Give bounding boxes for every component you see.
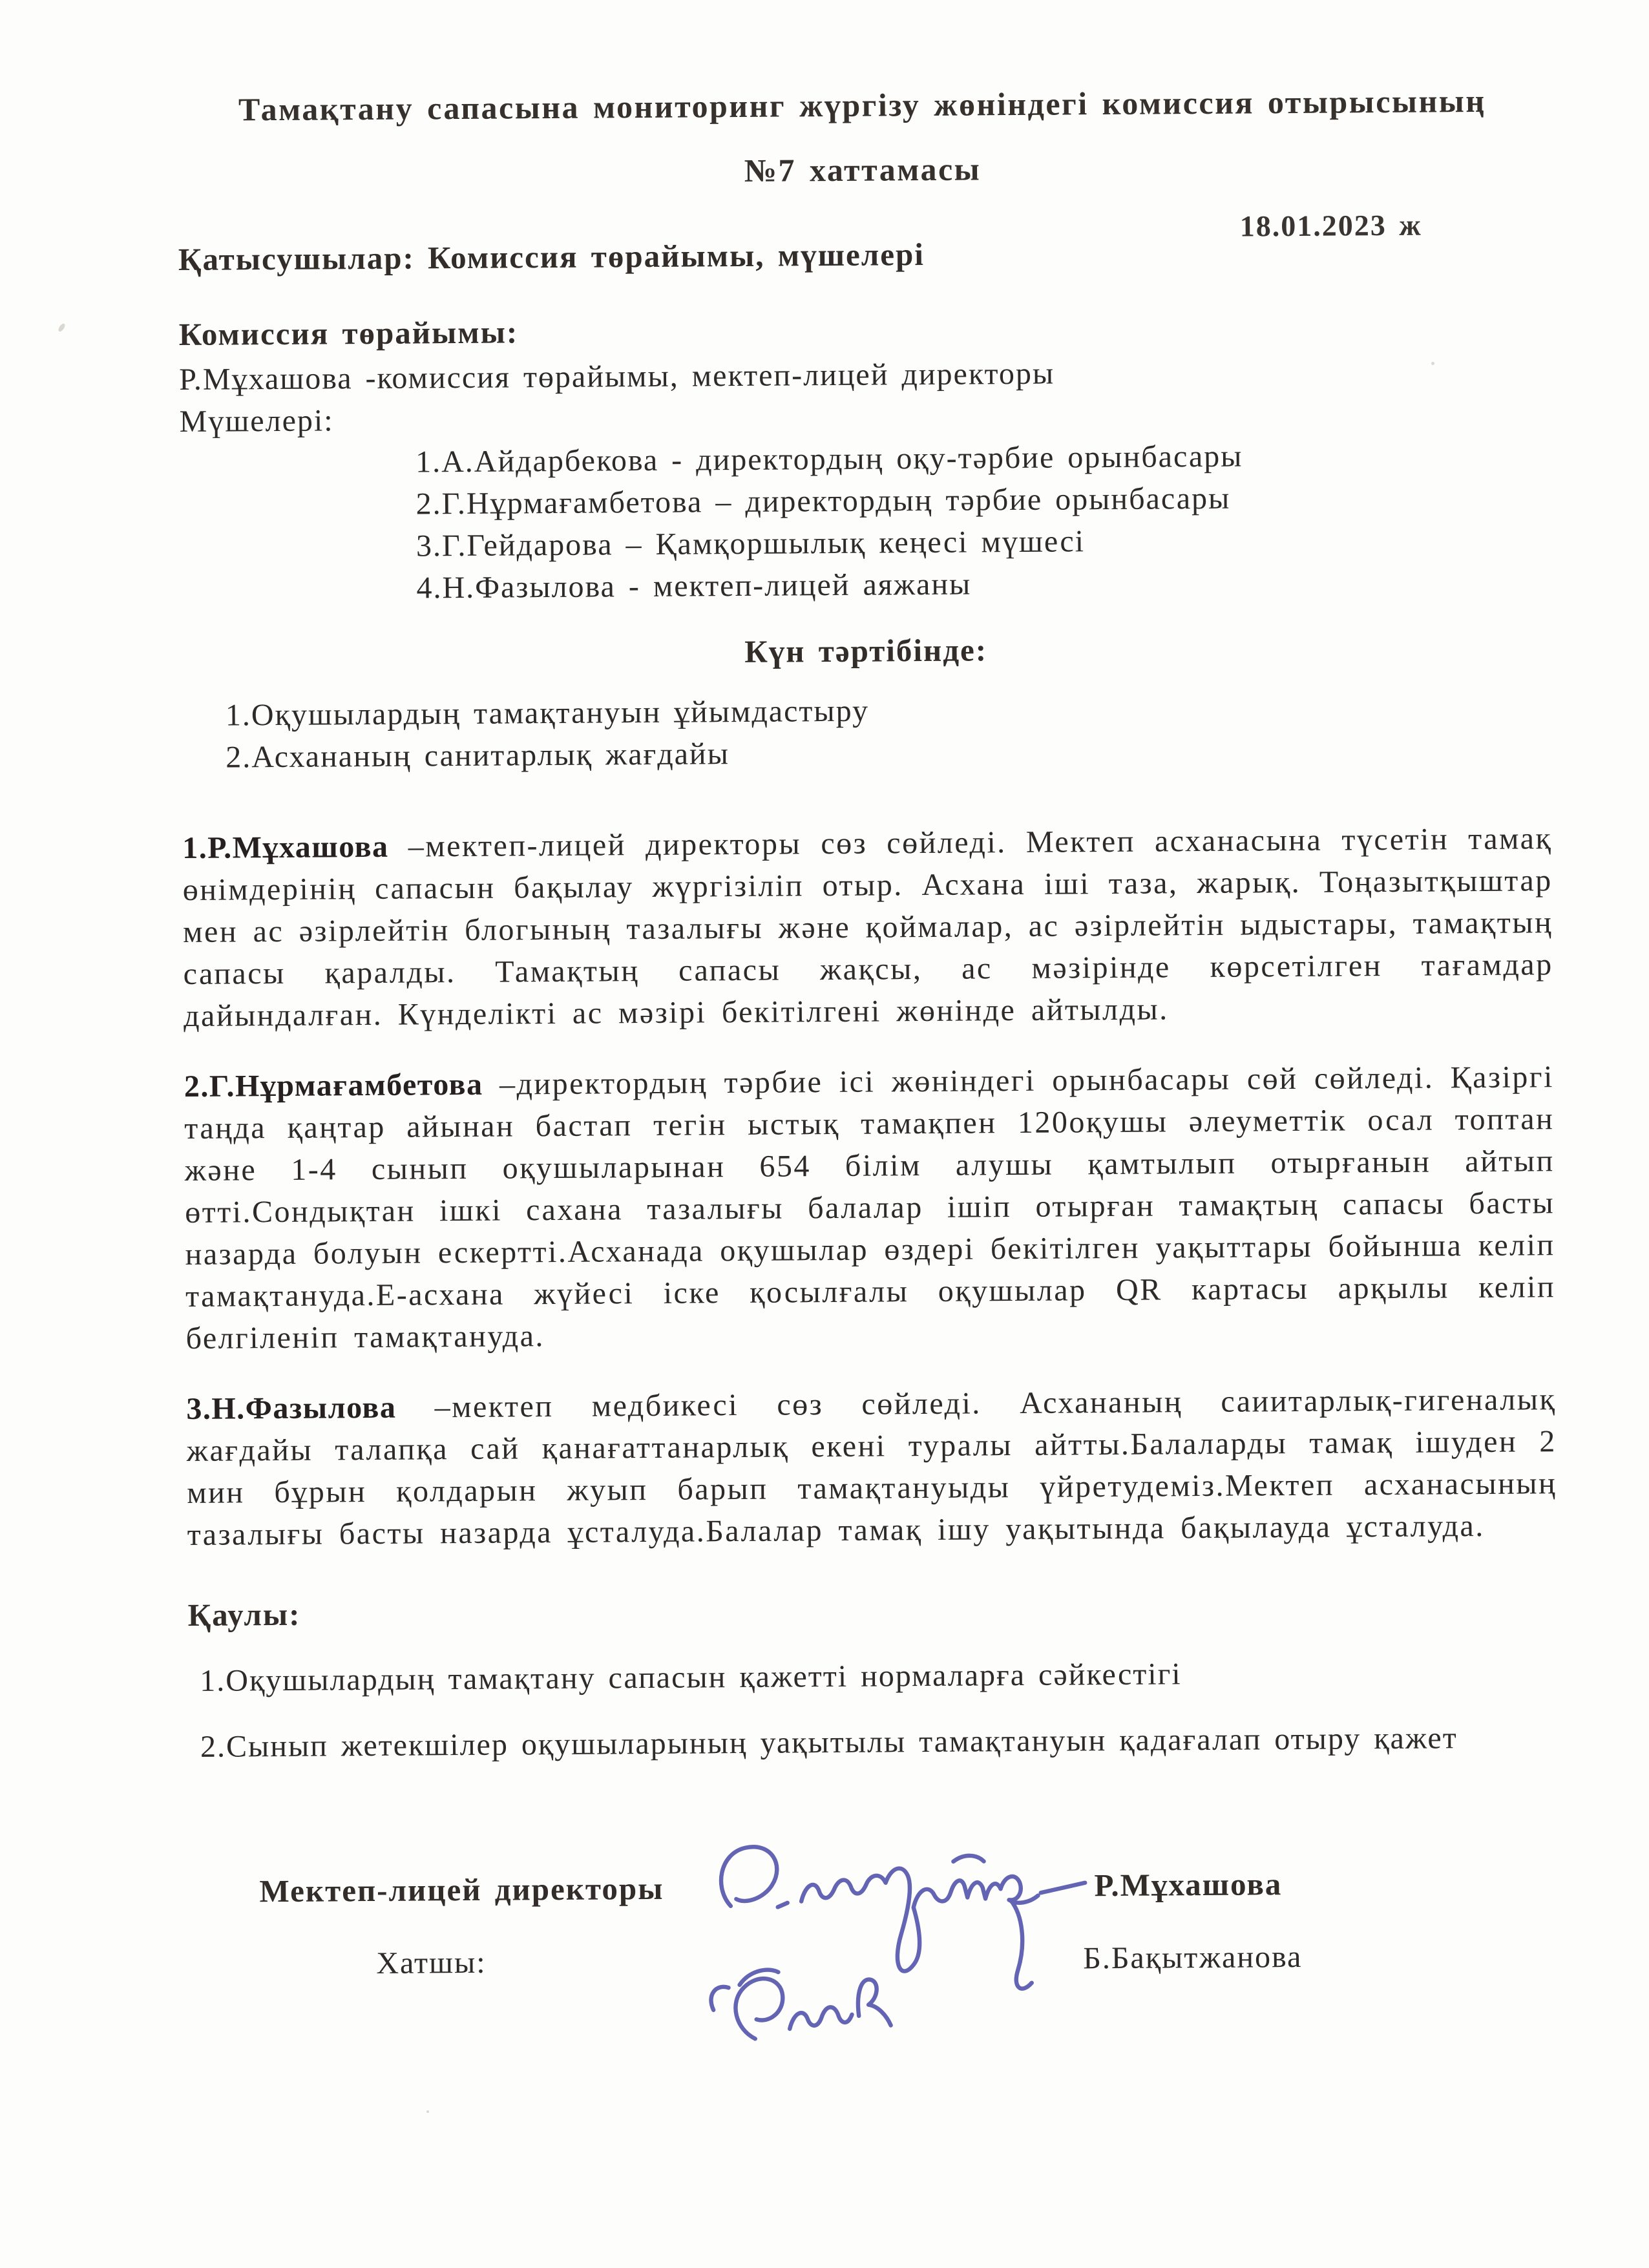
document-date: 18.01.2023 ж — [1239, 208, 1422, 243]
resolution-heading: Қаулы: — [187, 1596, 301, 1633]
scan-speck — [426, 2110, 429, 2113]
scan-speck — [58, 322, 67, 332]
signature-row-secretary — [190, 1937, 1560, 1987]
agenda-item: 2.Асхананың санитарлық жағдайы — [226, 737, 730, 775]
agenda-list — [226, 685, 1552, 778]
agenda-heading: Күн тәртібінде: — [744, 632, 988, 669]
commission-chair-line: Р.Мұхашова -комиссия төрайымы, мектеп-лицей директоры — [179, 356, 1055, 397]
member-item: 2.Г.Нұрмағамбетова – директордың тәрбие орынбасары — [415, 481, 1231, 521]
agenda-item: 1.Оқушылардың тамақтануын ұйымдастыру — [225, 693, 870, 733]
speech-text: –мектеп-лицей директоры сөз сөйледі. Мектеп асханасына түсетін тамақ өнімдерінің сапасын бақылау жүргізіліп отыр. Асхана іші таза, жарық. Тоңазытқыштар мен ас әзірлейтін блогының тазалығы және қоймалар, ас әзірлейтін ыдыстары, тамақтың сапасы қаралды. Тамақтың сапасы жақсы, ас мәзірінде көрсетілген тағамдар дайындалған. Күнделікті ас мәзірі бекітілгені жөнінде айтылды. — [182, 821, 1553, 1034]
signature-row-director — [189, 1864, 1559, 1913]
speaker-name: 2.Г.Нұрмағамбетова — [184, 1067, 483, 1104]
speeches — [182, 817, 1557, 1556]
member-item: 1.А.Айдарбекова - директордың оқу-тәрбие орынбасары — [415, 439, 1243, 479]
meta-row — [178, 208, 1548, 279]
speaker-name: 1.Р.Мұхашова — [182, 829, 389, 866]
speech-text: –директордың тәрбие ісі жөніндегі орынбасары сөй сөйледі. Қазіргі таңда қаңтар айынан бастап тегін ыстық тамақпен 120оқушы әлеуметтік осал топтан және 1-4 сынып оқушыларынан 654 білім алушы қамтылып отырғанын айтып өтті.Сондықтан ішкі сахана тазалығы балалар ішіп отырған тамақтың сапасы басты назарда болуын ескертті.Асханада оқушылар өздері бекітілген уақыттары бойынша келіп тамақтануда.Е-асхана жүйесі іске қосылғалы оқушылар QR картасы арқылы келіп белгіленіп тамақтануда. — [184, 1060, 1556, 1356]
resolution-item: 2.Сынып жетекшілер оқушыларының уақытылы тамақтануын қадағалап отыру қажет — [200, 1721, 1458, 1764]
handwritten-signatures-ink — [700, 1822, 1089, 2053]
members-list — [415, 433, 1551, 609]
signature-block — [189, 1864, 1560, 1987]
members-label: Мүшелері: — [179, 403, 334, 439]
participants-line: Қатысушылар: Комиссия төрайымы, мүшелері — [178, 236, 925, 278]
speech-paragraph — [184, 1056, 1556, 1360]
resolution-item: 1.Оқушылардың тамақтану сапасын қажетті нормаларға сәйкестігі — [200, 1657, 1182, 1698]
member-item: 4.Н.Фазылова - мектеп-лицей аяжаны — [416, 567, 972, 605]
signature-name-director: Р.Мұхашова — [1094, 1866, 1283, 1904]
signature-name-secretary: Б.Бақытжанова — [1083, 1939, 1303, 1976]
speaker-name: 3.Н.Фазылова — [186, 1390, 397, 1426]
speech-paragraph — [182, 817, 1553, 1037]
document-title-line2: №7 хаттамасы — [744, 151, 982, 189]
signature-role-director: Мектеп-лицей директоры — [259, 1870, 664, 1909]
commission-chair-heading: Комиссия төрайымы: — [178, 314, 519, 353]
signature-role-secretary: Хатшы: — [376, 1945, 487, 1980]
speech-text: –мектеп медбикесі сөз сөйледі. Асхананың саиитарлық-гигеналық жағдайы талапқа сай қанағаттанарлық екені туралы айтты.Балаларды тамақ ішуден 2 мин бұрын қолдарын жуып барып тамақтануыды үйретудеміз.Мектеп асханасының тазалығы басты назарда ұсталуда.Балалар тамақ ішу уақытында бақылауда ұсталуда. — [186, 1382, 1557, 1552]
speech-paragraph — [186, 1378, 1557, 1556]
document-title-line1: Тамақтану сапасына мониторинг жүргізу жөніндегі комиссия отырысының — [238, 82, 1486, 128]
member-item: 3.Г.Гейдарова – Қамқоршылық кеңесі мүшесі — [415, 524, 1086, 563]
document-content — [176, 0, 1560, 1987]
